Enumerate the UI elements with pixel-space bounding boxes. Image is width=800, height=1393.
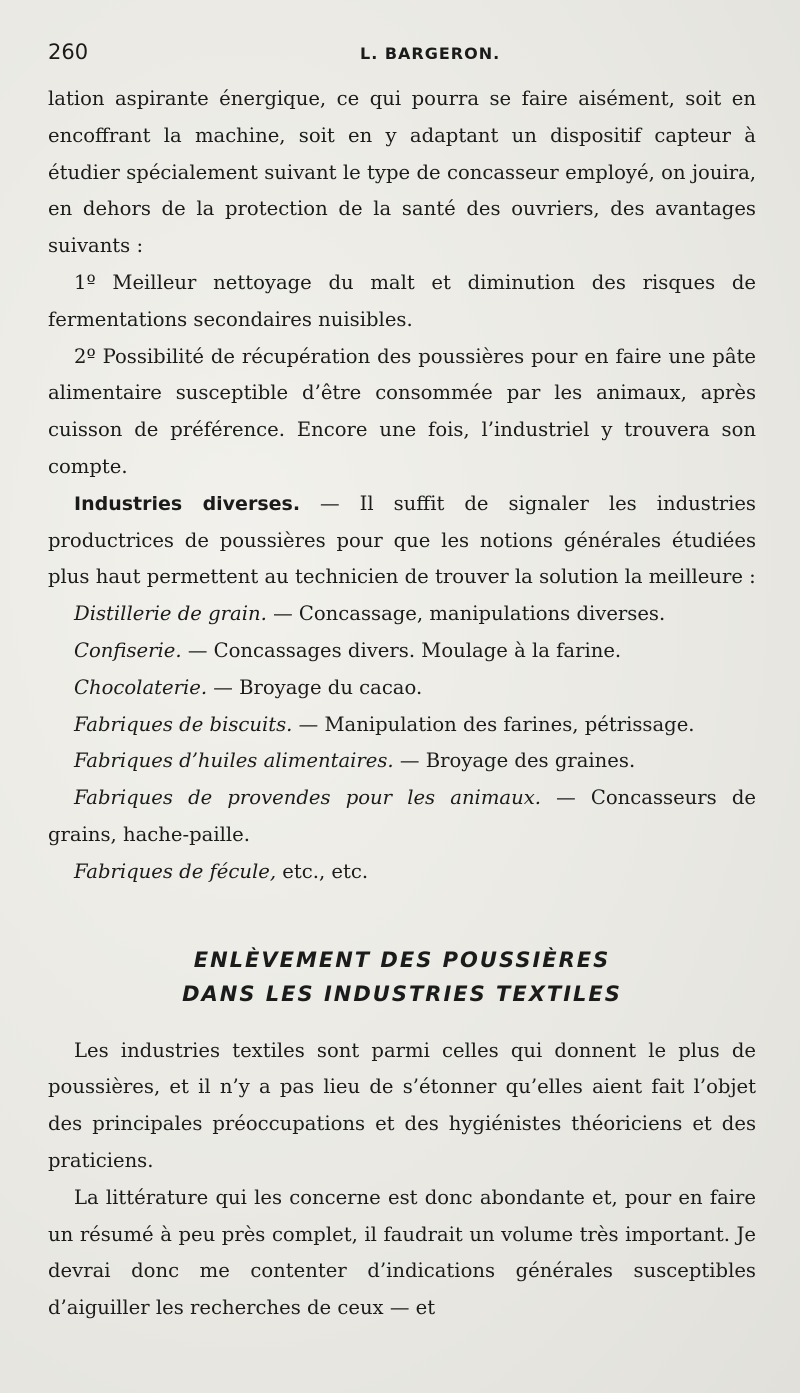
list-item-term: Fabriques de biscuits.: [74, 712, 293, 736]
page-body: [48, 81, 756, 1327]
paragraph-text: — Il suffit de signaler les industries productrices de poussières pour que les notions générales étudiées plus haut permettent au technicien de trouver la solution la meilleure :: [48, 491, 756, 589]
paragraph-literature: La littérature qui les concerne est donc abondante et, pour en faire un résumé à peu près complet, il faudrait un volume très important. Je devrai donc me contenter d’indications générales susceptibles d’aiguiller les recherches de ceux — et: [48, 1185, 756, 1320]
section-title: [48, 943, 756, 1011]
list-item-desc: etc., etc.: [276, 859, 369, 883]
list-item-term: Fabriques de fécule,: [74, 859, 277, 883]
section-title-line-1: ENLÈVEMENT DES POUSSIÈRES: [193, 947, 611, 972]
list-item-term: Chocolaterie.: [74, 675, 208, 699]
list-item-desc: — Broyage du cacao.: [207, 675, 423, 699]
page-number: 260: [48, 40, 89, 64]
list-item-term: Confiserie.: [74, 638, 182, 662]
paragraph-lead: Industries diverses.: [74, 492, 301, 515]
list-item: [48, 743, 756, 780]
paragraph-continuation: lation aspirante énergique, ce qui pourra se faire aisément, soit en encoffrant la machine, soit en y adaptant un dispositif capteur à étudier spécialement suivant le type de concasseur employé, on jouira, en dehors de la protection de la santé des ouvriers, des avantages suivants :: [48, 87, 756, 258]
list-item: [48, 633, 756, 670]
running-head: L. BARGERON.: [360, 44, 501, 63]
list-item-desc: — Concasseurs de grains, hache-paille.: [48, 786, 756, 846]
list-item: [48, 707, 756, 744]
list-item-term: Fabriques de provendes pour les animaux.: [74, 786, 541, 810]
list-item: [48, 596, 756, 633]
paragraph-textiles-intro: Les industries textiles sont parmi celles qui donnent le plus de poussières, et il n’y a pas lieu de s’étonner qu’elles aient fait l’objet des principales préoccupations et des hygiénistes théoriciens et des praticiens.: [48, 1038, 756, 1172]
list-item-desc: — Broyage des graines.: [393, 749, 636, 773]
paragraph-industries-diverses: [48, 486, 756, 596]
list-item: [48, 670, 756, 707]
list-item-desc: — Concassage, manipulations diverses.: [266, 602, 666, 626]
list-item-desc: — Concassages divers. Moulage à la farine.: [181, 638, 622, 662]
section-title-line-2: DANS LES INDUSTRIES TEXTILES: [182, 981, 622, 1006]
paragraph-point-2: 2º Possibilité de récupération des poussières pour en faire une pâte alimentaire susceptible d’être consommée par les animaux, après cuisson de préférence. Encore une fois, l’industriel y trouvera son compte.: [48, 344, 756, 478]
list-item-term: Fabriques d’huiles alimentaires.: [74, 749, 394, 773]
page-header: [48, 38, 758, 72]
paragraph-point-1: 1º Meilleur nettoyage du malt et diminution des risques de fermentations secondaires nuisibles.: [48, 270, 756, 331]
list-item-term: Distillerie de grain.: [74, 602, 267, 626]
list-item: [48, 780, 756, 854]
list-item: [48, 854, 756, 891]
list-item-desc: — Manipulation des farines, pétrissage.: [292, 712, 695, 736]
